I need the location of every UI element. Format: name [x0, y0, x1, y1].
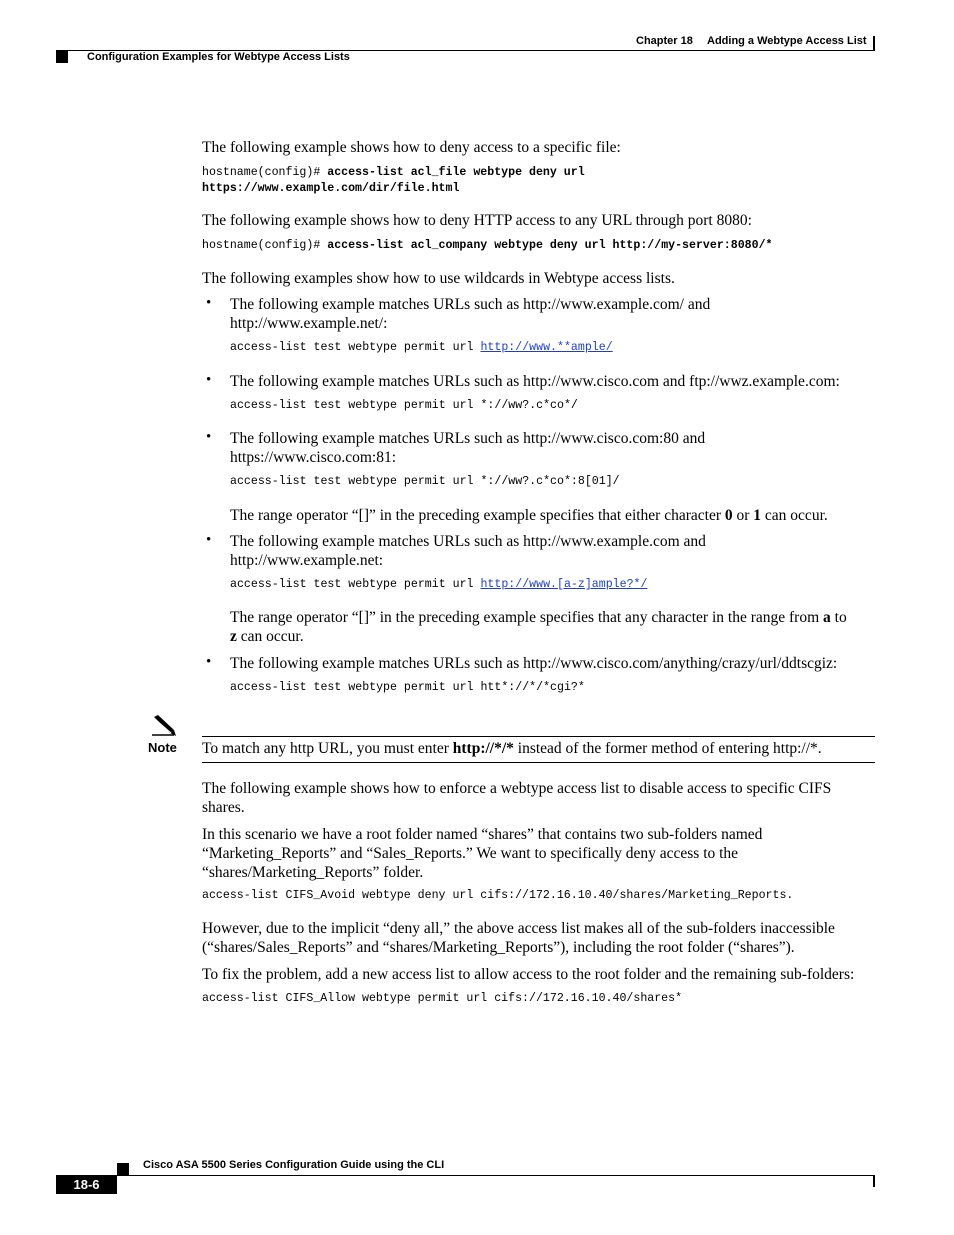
note-text-part: instead of the former method of entering http://*.	[513, 740, 822, 757]
code-command-url: https://www.example.com/dir/file.html	[202, 182, 460, 195]
note-text: The range operator “[]” in the preceding example specifies that any character in the range from	[230, 609, 824, 626]
paragraph-line: However, due to the implicit “deny all,” the above access list makes all of the sub-folders inaccessible	[202, 920, 835, 937]
paragraph-deny-http: The following example shows how to deny HTTP access to any URL through port 8080:	[202, 212, 752, 229]
paragraph-implicit-deny	[202, 919, 882, 957]
note-text	[202, 739, 882, 758]
code-text: access-list test webtype permit url	[230, 341, 481, 354]
footer-book-title: Cisco ASA 5500 Series Configuration Guide using the CLI	[143, 1159, 445, 1171]
code-prompt: hostname(config)#	[202, 239, 328, 252]
header-right-tick	[873, 36, 875, 51]
bullet-line: The following example matches URLs such as http://www.example.com/ and	[230, 296, 711, 313]
code-example: access-list test webtype permit url *://ww?.c*co*/	[230, 399, 578, 412]
code-command: access-list acl_company webtype deny url http://my-server:8080/*	[327, 239, 773, 252]
note-label: Note	[148, 740, 177, 755]
paragraph-line: “shares/Marketing_Reports” folder.	[202, 864, 424, 881]
range-note	[230, 608, 882, 646]
note-text: can occur.	[761, 507, 828, 524]
bullet-line: https://www.cisco.com:81:	[230, 449, 397, 466]
bullet-marker: •	[206, 532, 212, 548]
note-text: to	[830, 609, 847, 626]
note-text: or	[732, 507, 754, 524]
bullet-text: The following example matches URLs such as http://www.cisco.com and ftp://wwz.example.com:	[230, 373, 840, 390]
paragraph-fix: To fix the problem, add a new access list to allow access to the root folder and the remaining sub-folders:	[202, 966, 855, 983]
bullet-text	[230, 532, 882, 570]
header-section: Configuration Examples for Webtype Access Lists	[87, 51, 350, 63]
header-chapter-title: Adding a Webtype Access List	[707, 35, 867, 47]
code-example	[230, 577, 647, 593]
url-link[interactable]: http://www.**ample/	[480, 341, 613, 354]
bullet-marker: •	[206, 654, 212, 670]
paragraph-line: (“shares/Sales_Reports” and “shares/Marketing_Reports”), including the root folder (“shares”).	[202, 939, 795, 956]
note-bottom-rule	[202, 762, 875, 763]
note-bold: http://*/*	[452, 740, 514, 757]
paragraph-line: “Marketing_Reports” and “Sales_Reports.” We want to specifically deny access to the	[202, 845, 739, 862]
header-chapter: Chapter 18	[636, 35, 693, 47]
paragraph-cifs-scenario	[202, 825, 882, 882]
note-top-rule	[202, 736, 875, 737]
paragraph-deny-file: The following example shows how to deny access to a specific file:	[202, 139, 621, 156]
paragraph-wildcards: The following examples show how to use wildcards in Webtype access lists.	[202, 270, 675, 287]
note-bold: z	[230, 628, 237, 645]
code-deny-http	[202, 238, 773, 254]
code-cifs-avoid: access-list CIFS_Avoid webtype deny url cifs://172.16.10.40/shares/Marketing_Reports.	[202, 889, 794, 902]
bullet-marker: •	[206, 372, 212, 388]
pencil-icon	[150, 714, 178, 738]
note-text: can occur.	[236, 628, 304, 645]
range-note	[230, 506, 882, 525]
note-text-part: To match any http URL, you must enter	[202, 740, 453, 757]
paragraph-line: The following example shows how to enforce a webtype access list to disable access to specific CIFS	[202, 780, 832, 797]
bullet-line: The following example matches URLs such as http://www.cisco.com:80 and	[230, 430, 706, 447]
bullet-line: http://www.example.net:	[230, 552, 384, 569]
note-bold: 0	[724, 507, 733, 524]
footer-marker-block	[117, 1163, 129, 1175]
code-example: access-list test webtype permit url *://ww?.c*co*:8[01]/	[230, 475, 620, 488]
code-prompt: hostname(config)#	[202, 166, 328, 179]
header-marker-block	[56, 51, 68, 63]
code-cifs-allow: access-list CIFS_Allow webtype permit url cifs://172.16.10.40/shares*	[202, 992, 683, 1005]
note-text: The range operator “[]” in the preceding example specifies that either character	[230, 507, 725, 524]
url-link[interactable]: http://www.[a-z]ample?*/	[480, 578, 648, 591]
code-deny-file	[202, 165, 585, 197]
code-text: access-list test webtype permit url	[230, 578, 481, 591]
bullet-marker: •	[206, 429, 212, 445]
code-example: access-list test webtype permit url htt*://*/*cgi?*	[230, 681, 585, 694]
bullet-line: http://www.example.net/:	[230, 315, 388, 332]
paragraph-cifs-intro	[202, 779, 882, 817]
code-example	[230, 340, 613, 356]
bullet-marker: •	[206, 295, 212, 311]
bullet-text	[230, 429, 882, 467]
footer-rule	[117, 1175, 875, 1176]
page-number: 18-6	[73, 1177, 100, 1192]
footer-right-tick	[873, 1175, 875, 1187]
bullet-text	[230, 295, 882, 333]
bullet-line: The following example matches URLs such as http://www.example.com and	[230, 533, 706, 550]
code-command: access-list acl_file webtype deny url	[327, 166, 585, 179]
paragraph-line: In this scenario we have a root folder named “shares” that contains two sub-folders named	[202, 826, 763, 843]
note-bold: 1	[753, 507, 762, 524]
bullet-text: The following example matches URLs such as http://www.cisco.com/anything/crazy/url/ddtscgiz:	[230, 655, 838, 672]
note-bold: a	[823, 609, 831, 626]
paragraph-line: shares.	[202, 799, 245, 816]
